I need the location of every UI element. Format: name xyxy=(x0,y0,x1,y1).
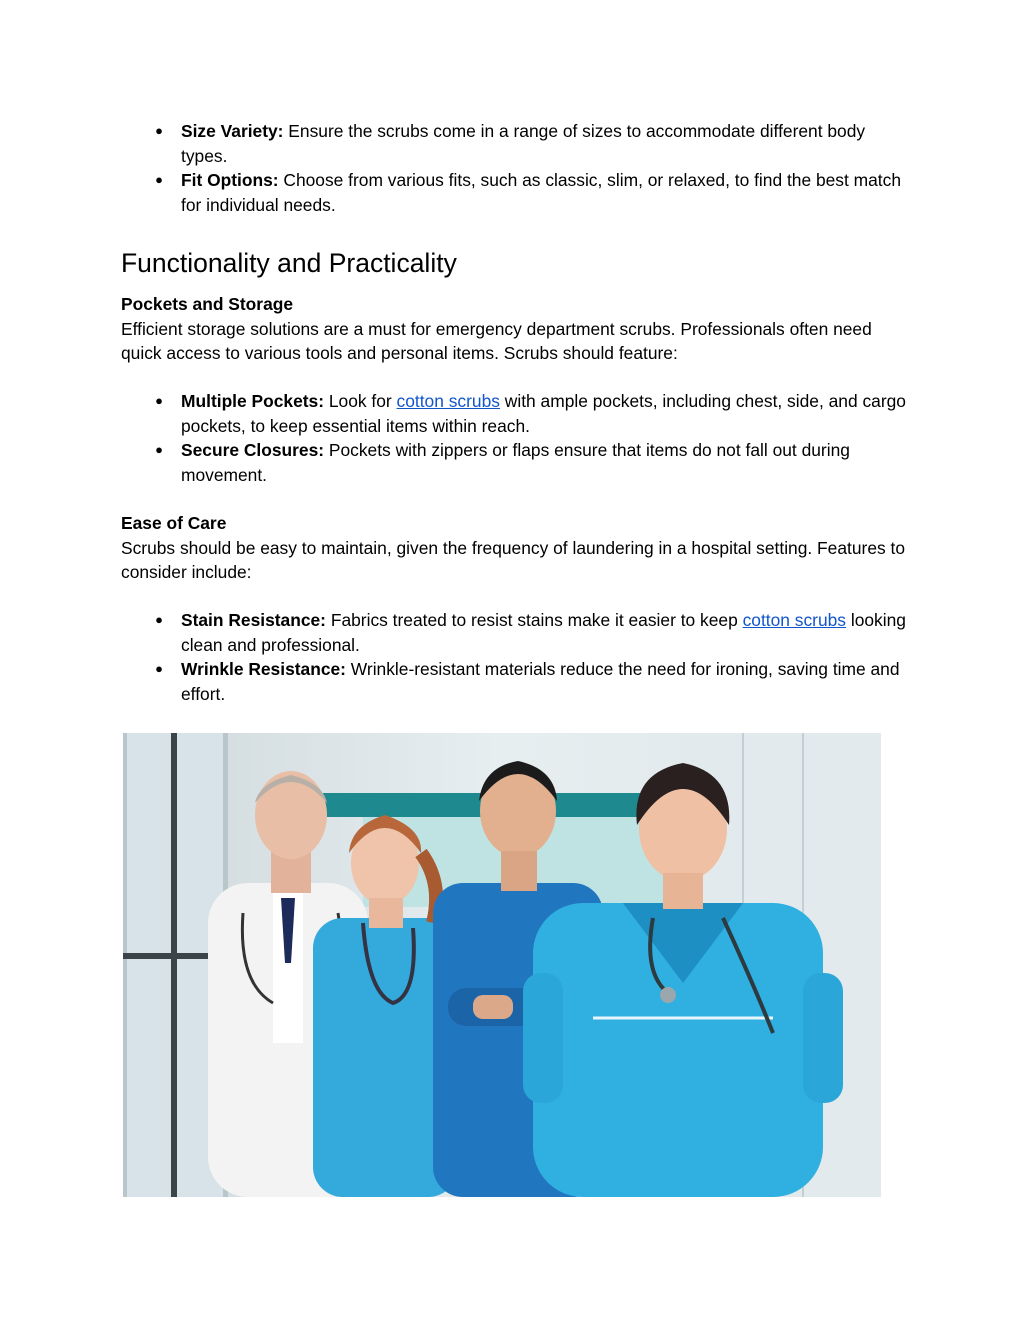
list-item-term: Fit Options: xyxy=(181,170,279,190)
care-list-block xyxy=(121,608,911,706)
bullet-icon: ● xyxy=(155,393,163,408)
list-item-term: Wrinkle Resistance: xyxy=(181,659,346,679)
medical-team-illustration xyxy=(123,733,881,1197)
bullet-icon: ● xyxy=(155,612,163,627)
list-item-term: Multiple Pockets: xyxy=(181,391,325,411)
bullet-icon: ● xyxy=(155,661,163,676)
list-item-secure-closures xyxy=(121,438,911,487)
bullet-icon: ● xyxy=(155,172,163,187)
care-section xyxy=(121,511,911,585)
list-item-stain-resistance xyxy=(121,608,911,657)
pockets-list xyxy=(121,389,911,487)
list-item-text: Pockets with zippers or flaps ensure that items do not fall out during movement. xyxy=(181,440,850,485)
medical-team-photo xyxy=(123,733,881,1197)
pockets-section xyxy=(121,292,911,366)
pockets-intro: Efficient storage solutions are a must for emergency department scrubs. Professionals often need quick access to various tools and personal items. Scrubs should feature: xyxy=(121,318,872,363)
list-item-text: Ensure the scrubs come in a range of sizes to accommodate different body types. xyxy=(181,121,866,166)
list-item-text-after: with ample pockets, including chest, side, and cargo pockets, to keep essential items within reach. xyxy=(181,391,906,436)
list-item-text: Choose from various fits, such as classic, slim, or relaxed, to find the best match for individual needs. xyxy=(181,170,902,215)
list-item-text: Fabrics treated to resist stains make it easier to keep xyxy=(325,610,743,630)
section-title: Functionality and Practicality xyxy=(121,248,457,278)
list-item-term: Stain Resistance: xyxy=(181,610,326,630)
pockets-heading: Pockets and Storage xyxy=(121,294,294,314)
list-item-text: Wrinkle-resistant materials reduce the need for ironing, saving time and effort. xyxy=(181,659,900,704)
list-item-fit-options xyxy=(121,168,911,217)
fit-options-list xyxy=(121,119,911,217)
bullet-icon: ● xyxy=(155,442,163,457)
list-item-size-variety xyxy=(121,119,911,168)
care-intro: Scrubs should be easy to maintain, given the frequency of laundering in a hospital setting. Features to consider include: xyxy=(121,537,906,582)
list-item-wrinkle-resistance xyxy=(121,657,911,706)
list-item-term: Size Variety: xyxy=(181,121,284,141)
list-item-term: Secure Closures: xyxy=(181,440,325,460)
list-item-text: Look for xyxy=(324,391,397,411)
list-item-text-after: looking clean and professional. xyxy=(181,610,906,655)
bullet-icon: ● xyxy=(155,123,163,138)
pockets-list-block xyxy=(121,389,911,487)
care-heading: Ease of Care xyxy=(121,513,227,533)
fit-list-block xyxy=(121,119,911,217)
list-item-multiple-pockets xyxy=(121,389,911,438)
cotton-scrubs-link[interactable]: cotton scrubs xyxy=(396,391,500,411)
care-list xyxy=(121,608,911,706)
cotton-scrubs-link[interactable]: cotton scrubs xyxy=(742,610,847,630)
